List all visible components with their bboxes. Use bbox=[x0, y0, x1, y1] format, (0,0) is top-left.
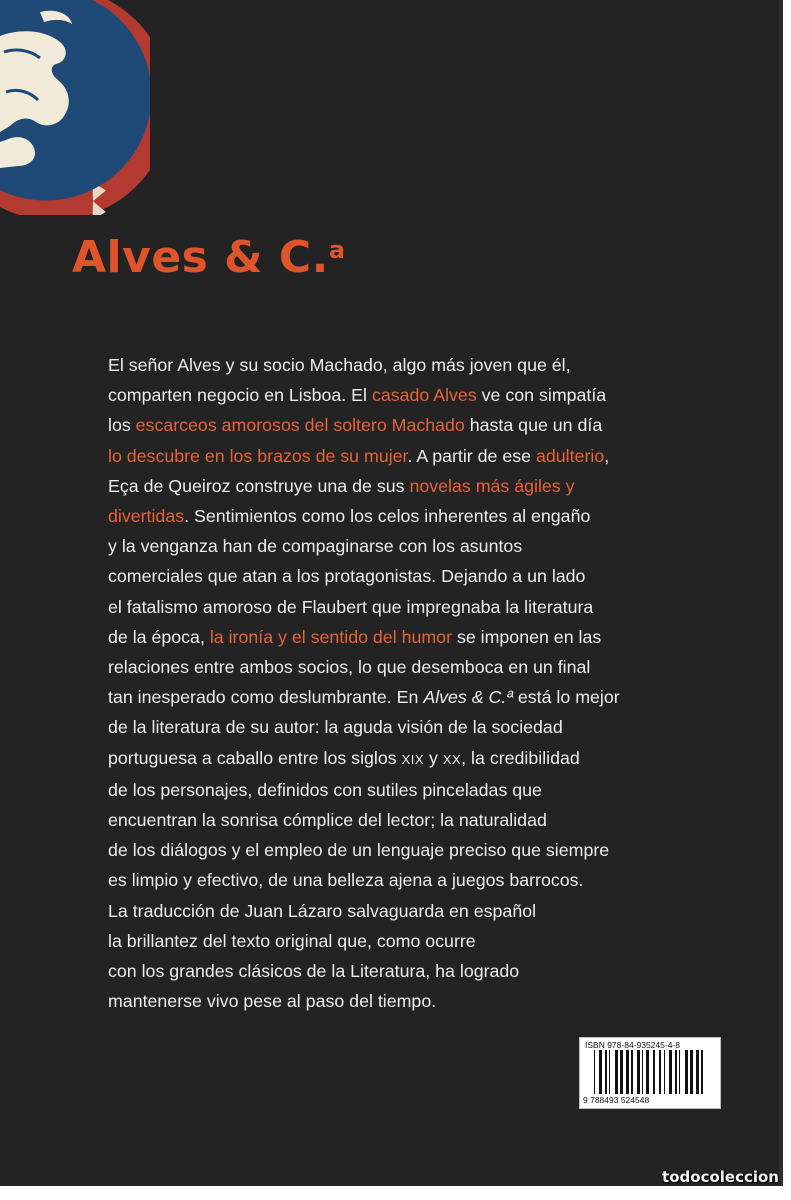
text-segment: los bbox=[108, 415, 136, 436]
barcode-number: 9 788493 524548 bbox=[583, 1095, 650, 1105]
synopsis-line bbox=[108, 926, 728, 956]
book-title-text: Alves & C. bbox=[72, 232, 329, 283]
synopsis-line bbox=[108, 712, 728, 742]
text-segment: ve con simpatía bbox=[476, 385, 607, 406]
text-segment: con los grandes clásicos de la Literatura, ha logrado bbox=[108, 961, 520, 982]
synopsis-line bbox=[108, 835, 728, 865]
watermark-text: todocoleccion bbox=[662, 1168, 779, 1186]
text-segment: de la literatura de su autor: la aguda visión de la sociedad bbox=[108, 717, 563, 738]
isbn-label: ISBN 978-84-935245-4-8 bbox=[585, 1040, 680, 1050]
synopsis-line bbox=[108, 652, 728, 682]
book-title-superscript: a bbox=[328, 236, 346, 264]
text-segment: relaciones entre ambos socios, lo que desemboca en un final bbox=[108, 657, 591, 678]
text-segment: de la época, bbox=[108, 626, 210, 647]
synopsis-line bbox=[108, 592, 728, 622]
text-segment: . A partir de ese bbox=[407, 445, 536, 466]
text-segment: encuentran la sonrisa cómplice del lector; la naturalidad bbox=[108, 810, 547, 831]
text-segment: está lo mejor bbox=[512, 687, 620, 708]
synopsis-line bbox=[108, 380, 728, 410]
highlighted-phrase: casado Alves bbox=[371, 385, 477, 406]
book-title bbox=[72, 232, 346, 283]
text-segment: y la venganza han de compaginarse con los asuntos bbox=[108, 536, 523, 557]
synopsis-line bbox=[108, 471, 728, 501]
text-segment: , la credibilidad bbox=[461, 747, 580, 768]
synopsis-line bbox=[108, 805, 728, 835]
synopsis-line bbox=[108, 531, 728, 561]
text-segment: el fatalismo amoroso de Flaubert que impregnaba la literatura bbox=[108, 596, 594, 617]
synopsis-line bbox=[108, 743, 728, 775]
text-segment: comerciales que atan a los protagonistas. Dejando a un lado bbox=[108, 566, 586, 587]
highlighted-phrase: divertidas bbox=[108, 506, 185, 527]
text-segment: de los diálogos y el empleo de un lenguaje preciso que siempre bbox=[108, 840, 610, 861]
text-segment: de los personajes, definidos con sutiles pinceladas que bbox=[108, 779, 542, 800]
synopsis-line bbox=[108, 986, 728, 1016]
text-segment: la brillantez del texto original que, como ocurre bbox=[108, 930, 476, 951]
text-segment: portuguesa a caballo entre los siglos bbox=[108, 747, 402, 768]
synopsis-line bbox=[108, 682, 728, 712]
synopsis-line bbox=[108, 561, 728, 591]
synopsis-line bbox=[108, 775, 728, 805]
highlighted-phrase: la ironía y el sentido del humor bbox=[209, 626, 452, 647]
lion-emblem-icon bbox=[0, 0, 150, 215]
barcode-bars bbox=[594, 1050, 706, 1094]
highlighted-phrase: novelas más ágiles y bbox=[409, 475, 575, 496]
text-segment: El señor Alves y su socio Machado, algo más joven que él, bbox=[108, 355, 571, 375]
synopsis-line bbox=[108, 622, 728, 652]
synopsis-text bbox=[108, 350, 728, 1016]
italic-title: Alves & C.ª bbox=[423, 687, 513, 708]
highlighted-phrase: escarceos amorosos del soltero Machado bbox=[135, 415, 465, 436]
text-segment: La traducción de Juan Lázaro salvaguarda en español bbox=[108, 900, 537, 921]
text-segment: , bbox=[604, 445, 610, 466]
text-segment: hasta que un día bbox=[464, 415, 603, 436]
text-segment: y bbox=[424, 747, 443, 768]
text-segment: Eça de Queiroz construye una de sus bbox=[108, 475, 410, 496]
synopsis-line bbox=[108, 956, 728, 986]
synopsis-line bbox=[108, 350, 728, 380]
text-segment: . Sentimientos como los celos inherentes al engaño bbox=[184, 506, 591, 527]
text-segment: se imponen en las bbox=[452, 626, 602, 647]
text-segment: es limpio y efectivo, de una belleza ajena a juegos barrocos. bbox=[108, 870, 584, 891]
text-segment: mantenerse vivo pese al paso del tiempo. bbox=[108, 991, 437, 1012]
text-segment: XIX bbox=[401, 751, 425, 767]
text-segment: tan inesperado como deslumbrante. En bbox=[108, 687, 424, 708]
synopsis-line bbox=[108, 501, 728, 531]
synopsis-line bbox=[108, 410, 728, 440]
barcode bbox=[579, 1037, 721, 1109]
text-segment: comparten negocio en Lisboa. El bbox=[108, 385, 372, 406]
synopsis-line bbox=[108, 865, 728, 895]
text-segment: XX bbox=[442, 751, 462, 767]
highlighted-phrase: adulterio bbox=[536, 445, 605, 466]
synopsis-line bbox=[108, 441, 728, 471]
highlighted-phrase: lo descubre en los brazos de su mujer bbox=[108, 445, 408, 466]
synopsis-line bbox=[108, 896, 728, 926]
